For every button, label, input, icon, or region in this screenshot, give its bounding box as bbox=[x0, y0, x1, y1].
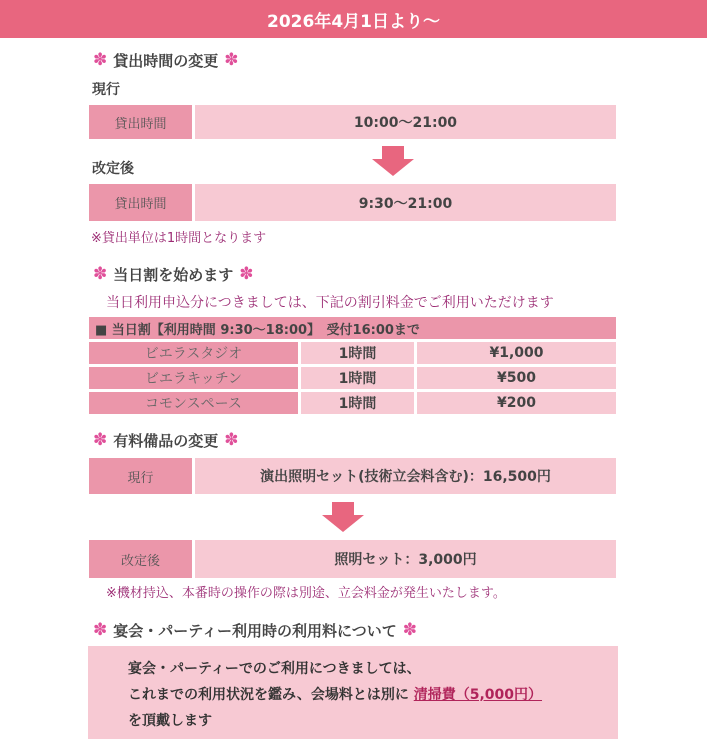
flower-icon: ✽ bbox=[224, 430, 239, 450]
flower-icon: ✽ bbox=[93, 620, 108, 640]
date-banner bbox=[0, 0, 707, 38]
same-day-row-unit: 1時間 bbox=[301, 342, 414, 364]
section-title-equipment bbox=[93, 430, 239, 451]
flower-icon: ✽ bbox=[93, 264, 108, 284]
equipment-revised-label-cell: 改定後 bbox=[89, 540, 192, 578]
equipment-current-label-cell: 現行 bbox=[89, 458, 192, 494]
down-arrow-icon bbox=[372, 146, 414, 176]
section-title-text: 有料備品の変更 bbox=[113, 432, 219, 450]
same-day-row-unit: 1時間 bbox=[301, 392, 414, 414]
party-line-2 bbox=[128, 682, 618, 708]
current-label: 現行 bbox=[92, 82, 120, 98]
revised-label: 改定後 bbox=[92, 161, 134, 177]
same-day-table-header: ■ 当日割【利用時間 9:30～18:00】 受付16:00まで bbox=[89, 317, 616, 339]
rental-hours-current-label-cell: 貸出時間 bbox=[89, 105, 192, 139]
same-day-row-price: ¥200 bbox=[417, 392, 616, 414]
section-title-text: 宴会・パーティー利用時の利用料について bbox=[113, 622, 397, 640]
same-day-row-name: ビエラスタジオ bbox=[89, 342, 298, 364]
equipment-current-value: 演出照明セット(技術立会料含む)：16,500円 bbox=[195, 458, 616, 494]
equipment-revised-value: 照明セット：3,000円 bbox=[195, 540, 616, 578]
party-line-3: を頂戴します bbox=[128, 713, 212, 729]
down-arrow-icon bbox=[322, 502, 364, 532]
same-day-row-name: ビエラキッチン bbox=[89, 367, 298, 389]
section-title-party bbox=[93, 620, 417, 641]
rental-hours-revised-label-cell: 貸出時間 bbox=[89, 184, 192, 221]
rental-hours-current-value: 10:00～21:00 bbox=[195, 105, 616, 139]
same-day-row-unit: 1時間 bbox=[301, 367, 414, 389]
rental-hours-revised-value: 9:30～21:00 bbox=[195, 184, 616, 221]
cleaning-fee-highlight: 清掃費（5,000円） bbox=[413, 687, 543, 703]
banner-title: 2026年4月1日より～ bbox=[267, 11, 440, 32]
equipment-note: ※機材持込、本番時の操作の際は別途、立会料金が発生いたします。 bbox=[106, 586, 506, 601]
same-day-row-price: ¥500 bbox=[417, 367, 616, 389]
flower-icon: ✽ bbox=[224, 50, 239, 70]
section-title-rental-hours bbox=[93, 50, 239, 71]
section-title-text: 当日割を始めます bbox=[113, 266, 234, 284]
party-line-2-text: これまでの利用状況を鑑み、会場料とは別に bbox=[128, 687, 414, 703]
flower-icon: ✽ bbox=[402, 620, 418, 640]
section-title-same-day bbox=[93, 264, 254, 285]
same-day-row-price: ¥1,000 bbox=[417, 342, 616, 364]
party-fee-box bbox=[88, 646, 618, 739]
flower-icon: ✽ bbox=[93, 50, 108, 70]
section-title-text: 貸出時間の変更 bbox=[113, 52, 219, 70]
party-line-1: 宴会・パーティーでのご利用につきましては、 bbox=[128, 661, 421, 677]
rental-unit-note: ※貸出単位は1時間となります bbox=[91, 231, 267, 246]
flower-icon: ✽ bbox=[93, 430, 108, 450]
flower-icon: ✽ bbox=[239, 264, 254, 284]
same-day-intro: 当日利用申込分につきましては、下記の割引料金でご利用いただけます bbox=[106, 295, 554, 311]
same-day-row-name: コモンスペース bbox=[89, 392, 298, 414]
